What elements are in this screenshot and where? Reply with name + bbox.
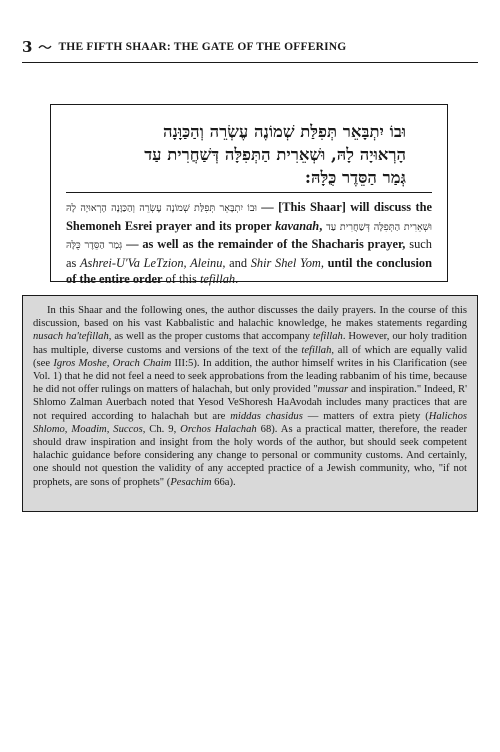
hebrew-line: גְּמַר הַסֵּדֶר כֻּלָּהּ: [304, 168, 406, 187]
hebrew-line: וּבוֹ יִתְבָּאֵר תְּפִלַּת שְׁמוֹנֶה עֶשְׂרֵה וְהַכַּוָּנָה [163, 122, 406, 141]
note-text: 68). As a practical matter, therefore, the reader should draw inspiration and insight from the holy words of the author, but should seek competent halachic guidance before considering any change to personal or community customs. And certainly, one should not question the validity of any accepted practice of a Jewish community, who, "if not prophets, are sons of prophets" ( [33, 423, 467, 488]
note-citation: Igros Moshe, Orach Chaim [53, 357, 172, 369]
note-text: 66a). [211, 476, 236, 488]
commentary-text: — [This Shaar] will discuss the [256, 200, 432, 214]
hebrew-phrase: וּבוֹ יִתְבָּאֵר תְּפִלַּת שְׁמוֹנֶה עֶשְׂרֵה וְהַכַּוָּנָה הָרְאוּיָה לָהּ [66, 203, 257, 214]
note-text: . However, our holy tradition has multiple, diverse customs and versions of the text of the [33, 331, 467, 356]
note-text: III:5). In addition, the author himself writes in his Clarification (see Vol. 1) that he did not feel a need to seek approbations from the leading rabbanim of his time, because he did not offer rulings on matters of halachah, but only provided " [33, 357, 468, 396]
note-text: In this Shaar and the following ones, the author discusses the daily prayers. In the course of this discussion, based on his vast Kabbalistic and halachic knowledge, he makes statements regarding [33, 305, 467, 330]
page-number: 3 [22, 38, 33, 56]
note-citation: Pesachim [170, 476, 212, 488]
ornament-icon [38, 42, 52, 52]
editor-note-text [33, 304, 467, 489]
commentary-text: until the conclusion of the entire order [66, 255, 432, 286]
commentary-term: Shir Shel Yom, [250, 255, 324, 270]
note-term: nusach ha'tefillah, [33, 331, 112, 343]
note-term: tefillah [312, 331, 343, 343]
header-rule [22, 62, 478, 63]
note-term: middas chasidus [230, 410, 303, 422]
note-citation: Orchos Halachah [180, 423, 257, 435]
commentary-term: Ashrei-U'Va LeTzion, Aleinu, [79, 255, 226, 270]
commentary-text: of this [162, 272, 200, 286]
note-text: , all of which are equally valid (see [33, 344, 467, 369]
note-term: mussar [317, 384, 349, 396]
commentary-text: Shemoneh Esrei [66, 218, 153, 233]
running-head-title: THE FIFTH SHAAR: THE GATE OF THE OFFERING [58, 41, 347, 53]
source-divider [66, 192, 432, 193]
note-term: tefillah [301, 344, 332, 356]
running-header [22, 36, 478, 58]
commentary-term: kavanah [275, 218, 320, 233]
commentary-text: . [235, 272, 239, 286]
hebrew-phrase: וּשְׁאֵרִית הַתְּפִלָּה דְּשַׁחֲרִית עַד גְּמַר הַסֵּדֶר כֻּלָּהּ [66, 221, 432, 251]
note-text: Ch. 9, [145, 423, 181, 435]
commentary-text: prayer and its proper [152, 218, 276, 233]
note-text: and inspiration." Indeed, R' Shlomo Zalman Auerbach noted that Yesod VeShoresh HaAvodah includes many practices that are not required according to halachah but are [33, 384, 467, 422]
hebrew-source-text [106, 120, 406, 189]
commentary-text: — as well as the remainder of the Shacharis prayer, [122, 237, 406, 251]
hebrew-line: הָרְאוּיָה לָהּ, וּשְׁאֵרִית הַתְּפִלָּה דְּשַׁחֲרִית עַד [144, 145, 406, 164]
commentary-text: , [319, 218, 327, 233]
translation-commentary [66, 199, 432, 288]
commentary-text: such as [66, 237, 433, 270]
commentary-term: tefillah [199, 272, 236, 286]
note-text: — matters of extra piety ( [302, 410, 429, 422]
note-citation: Halichos Shlomo, Moadim, Succos, [33, 410, 467, 435]
commentary-text: and [225, 255, 251, 270]
note-text: as well as the proper customs that accompany [111, 331, 313, 343]
